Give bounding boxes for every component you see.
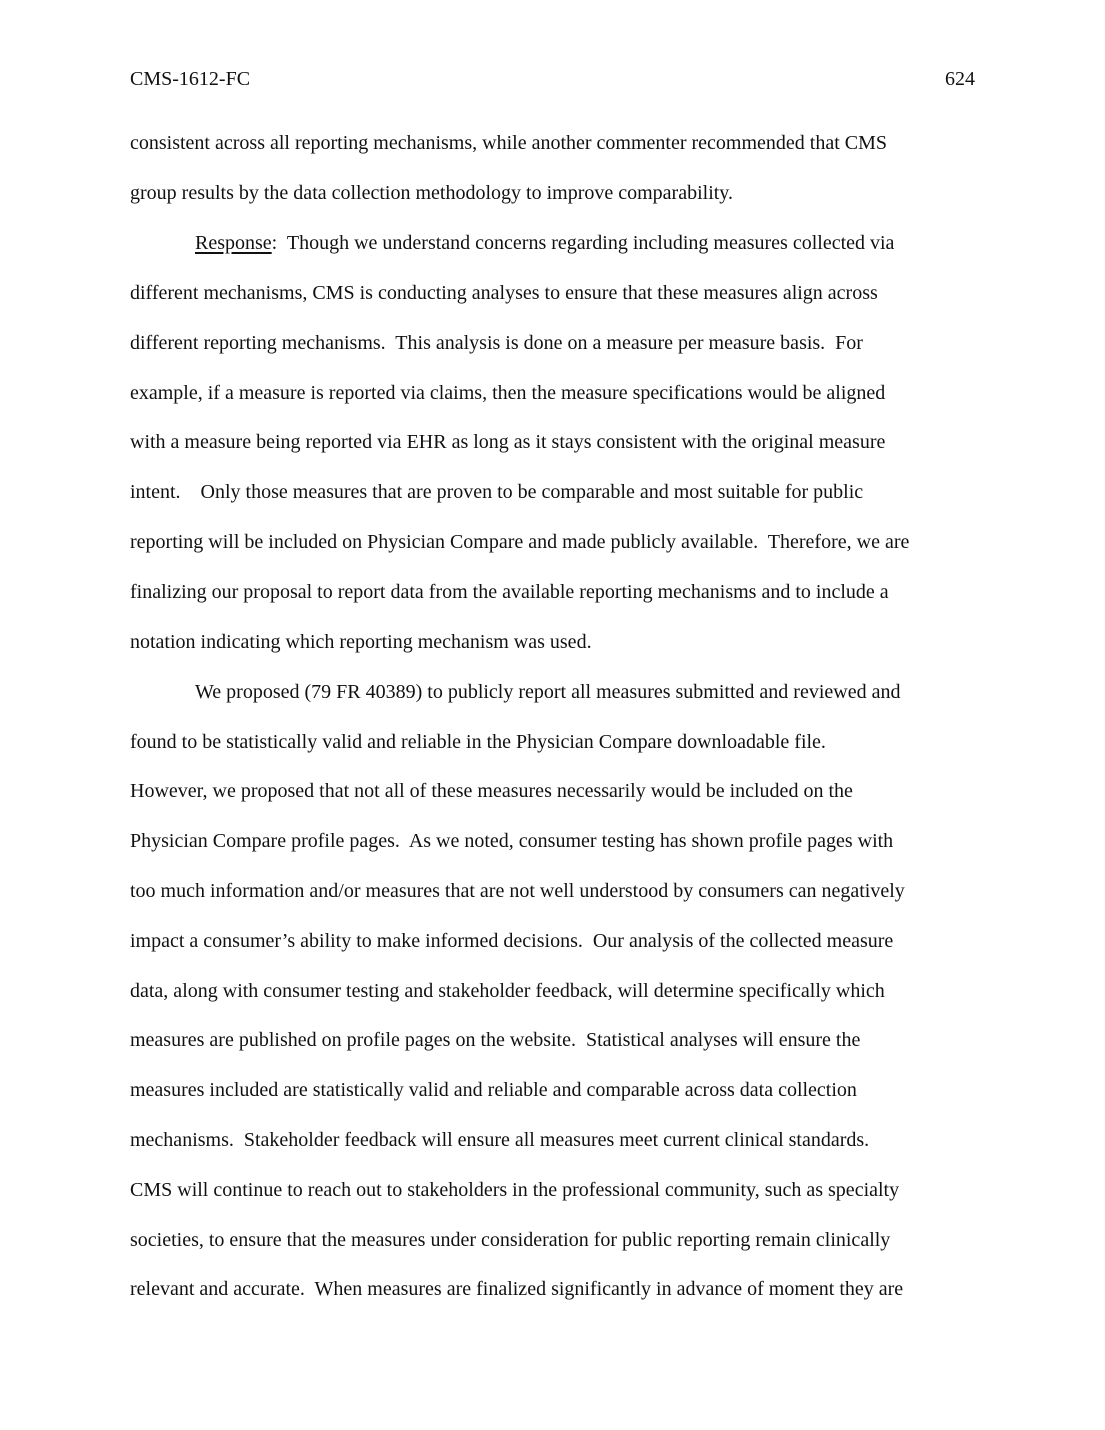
body-line: with a measure being reported via EHR as long as it stays consistent with the original measure [130,431,886,453]
body-line: measures included are statistically valid and reliable and comparable across data collection [130,1079,857,1101]
body-line: data, along with consumer testing and stakeholder feedback, will determine specifically which [130,980,885,1002]
body-line: finalizing our proposal to report data from the available reporting mechanisms and to include a [130,581,889,603]
body-line: impact a consumer’s ability to make informed decisions. Our analysis of the collected measure [130,930,894,952]
body-line: measures are published on profile pages on the website. Statistical analyses will ensure the [130,1029,861,1051]
body-line: intent. Only those measures that are proven to be comparable and most suitable for public [130,481,864,503]
paragraph-start: We proposed (79 FR 40389) to publicly report all measures submitted and reviewed and [195,681,901,703]
body-line: reporting will be included on Physician Compare and made publicly available. Therefore, we are [130,531,910,553]
body-line: societies, to ensure that the measures under consideration for public reporting remain clinically [130,1229,891,1251]
body-line: notation indicating which reporting mechanism was used. [130,631,592,653]
body-line: CMS will continue to reach out to stakeholders in the professional community, such as specialty [130,1179,900,1201]
body-line: relevant and accurate. When measures are finalized significantly in advance of moment they are [130,1278,904,1300]
body-line: mechanisms. Stakeholder feedback will ensure all measures meet current clinical standards. [130,1129,870,1151]
page-number: 624 [945,68,975,90]
body-line: Physician Compare profile pages. As we noted, consumer testing has shown profile pages with [130,830,894,852]
body-line: different reporting mechanisms. This analysis is done on a measure per measure basis. For [130,332,863,354]
body-line: However, we proposed that not all of these measures necessarily would be included on the [130,780,853,802]
response-label: Response [195,232,272,254]
body-line: found to be statistically valid and reliable in the Physician Compare downloadable file. [130,731,826,753]
body-line: different mechanisms, CMS is conducting analyses to ensure that these measures align across [130,282,878,304]
body-line: group results by the data collection methodology to improve comparability. [130,182,734,204]
body-line: too much information and/or measures that are not well understood by consumers can negatively [130,880,905,902]
response-paragraph-start [195,230,894,256]
body-line: example, if a measure is reported via claims, then the measure specifications would be aligned [130,382,886,404]
document-id: CMS-1612-FC [130,68,251,90]
body-line: consistent across all reporting mechanisms, while another commenter recommended that CMS [130,132,888,154]
response-text: : Though we understand concerns regarding including measures collected via [271,232,895,254]
